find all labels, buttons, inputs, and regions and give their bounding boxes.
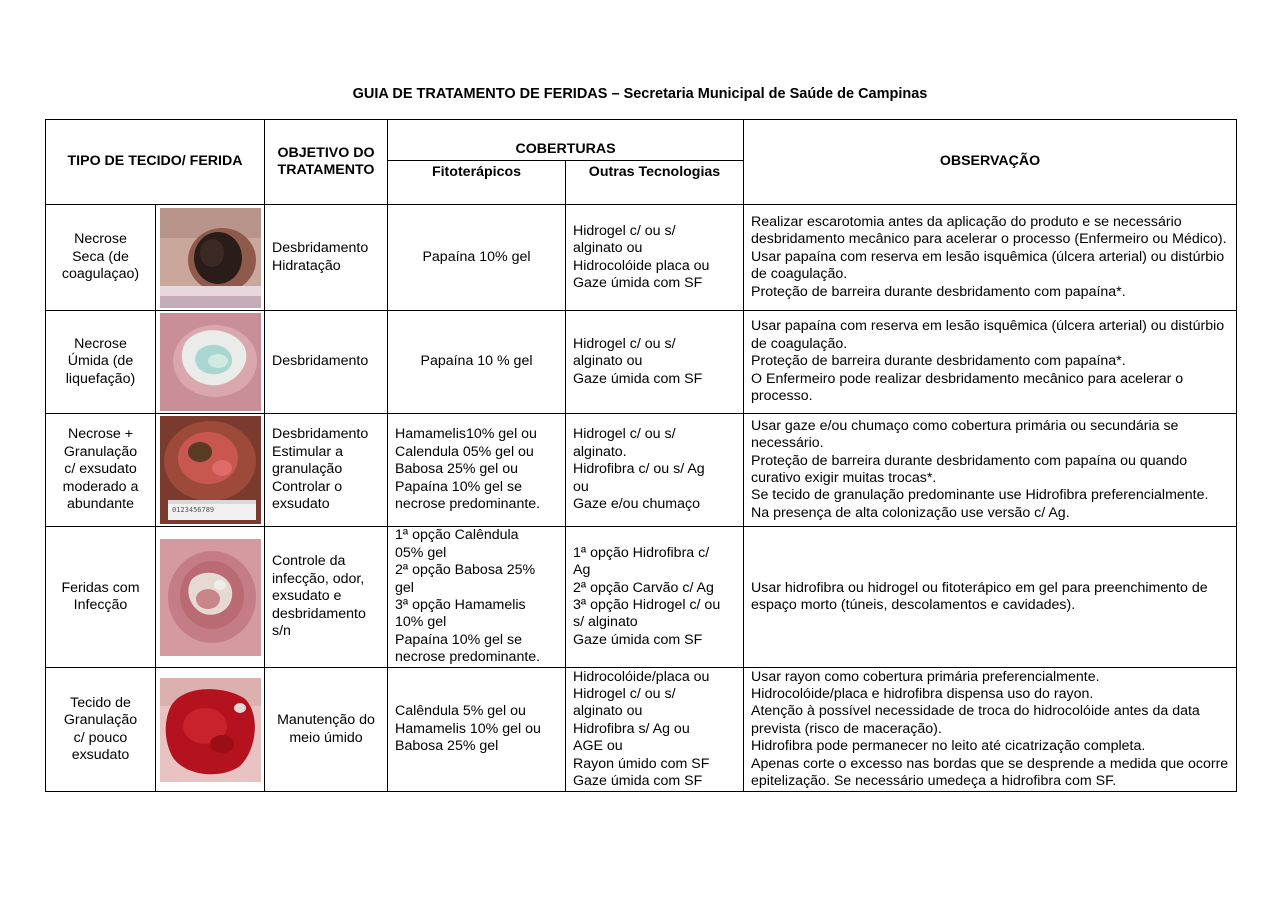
phytotherapic-cell: Hamamelis10% gel ou Calendula 05% gel ou Babosa 25% gel ou Papaína 10% gel se necrose predominante. <box>388 414 566 527</box>
tissue-image-cell <box>156 668 265 792</box>
header-observation: OBSERVAÇÃO <box>744 120 1237 205</box>
header-coverings: COBERTURAS <box>388 120 744 161</box>
other-technologies-cell: Hidrocolóide/placa ou Hidrogel c/ ou s/ alginato ou Hidrofibra s/ Ag ou AGE ou Rayon úmido com SF Gaze úmida com SF <box>566 668 744 792</box>
phytotherapic-cell: Papaína 10 % gel <box>388 311 566 414</box>
phytotherapic-cell: Calêndula 5% gel ou Hamamelis 10% gel ou Babosa 25% gel <box>388 668 566 792</box>
objective-cell: Desbridamento Hidratação <box>265 205 388 311</box>
objective-cell: Controle da infecção, odor, exsudato e desbridamento s/n <box>265 527 388 668</box>
wound-wet-necrosis-photo <box>160 313 261 411</box>
header-phytotherapics: Fitoterápicos <box>388 161 566 205</box>
wound-infection-photo <box>160 539 261 656</box>
header-objective: OBJETIVO DO TRATAMENTO <box>265 120 388 205</box>
svg-text:0123456789: 0123456789 <box>171 506 214 514</box>
tissue-type-cell: Necrose Úmida (de liquefação) <box>46 311 156 414</box>
tissue-type-cell: Necrose Seca (de coagulaçao) <box>46 205 156 311</box>
objective-cell: Manutenção do meio úmido <box>265 668 388 792</box>
other-technologies-cell: Hidrogel c/ ou s/ alginato ou Hidrocolóide placa ou Gaze úmida com SF <box>566 205 744 311</box>
wound-necrosis-granulation-photo <box>160 416 261 524</box>
document-title: GUIA DE TRATAMENTO DE FERIDAS – Secretaria Municipal de Saúde de Campinas <box>352 86 928 102</box>
observation-cell: Usar papaína com reserva em lesão isquêmica (úlcera arterial) ou distúrbio de coagulação. Proteção de barreira durante desbridamento com papaína*. O Enfermeiro pode realizar desbridamento mecânico para acelerar o processo. <box>744 311 1237 414</box>
observation-cell: Usar gaze e/ou chumaço como cobertura primária ou secundária se necessário. Proteção de barreira durante desbridamento com papaína ou quando curativo exigir muitas trocas*. Se tecido de granulação predominante use Hidrofibra preferencialmente. Na presença de alta colonização use versão c/ Ag. <box>744 414 1237 527</box>
phytotherapic-cell: Papaína 10% gel <box>388 205 566 311</box>
objective-cell: Desbridamento Estimular a granulação Controlar o exsudato <box>265 414 388 527</box>
observation-cell: Usar hidrofibra ou hidrogel ou fitoterápico em gel para preenchimento de espaço morto (túneis, descolamentos e cavidades). <box>744 527 1237 668</box>
table-row <box>46 668 1237 792</box>
observation-cell: Realizar escarotomia antes da aplicação do produto e se necessário desbridamento mecânico para acelerar o processo (Enfermeiro ou Médico). Usar papaína com reserva em lesão isquêmica (úlcera arterial) ou distúrbio de coagulação. Proteção de barreira durante desbridamento com papaína*. <box>744 205 1237 311</box>
tissue-type-cell: Tecido de Granulação c/ pouco exsudato <box>46 668 156 792</box>
tissue-image-cell <box>156 205 265 311</box>
wound-granulation-photo <box>160 678 261 782</box>
phytotherapic-cell: 1ª opção Calêndula 05% gel 2ª opção Babosa 25% gel 3ª opção Hamamelis 10% gel Papaína 10% gel se necrose predominante. <box>388 527 566 668</box>
objective-cell: Desbridamento <box>265 311 388 414</box>
wound-dry-necrosis-photo <box>160 208 261 308</box>
table-row <box>46 311 1237 414</box>
tissue-image-cell <box>156 414 265 527</box>
other-technologies-cell: 1ª opção Hidrofibra c/ Ag 2ª opção Carvão c/ Ag 3ª opção Hidrogel c/ ou s/ alginato Gaze úmida com SF <box>566 527 744 668</box>
other-technologies-cell: Hidrogel c/ ou s/ alginato. Hidrofibra c/ ou s/ Ag ou Gaze e/ou chumaço <box>566 414 744 527</box>
tissue-type-cell: Necrose + Granulação c/ exsudato moderado a abundante <box>46 414 156 527</box>
tissue-type-cell: Feridas com Infecção <box>46 527 156 668</box>
other-technologies-cell: Hidrogel c/ ou s/ alginato ou Gaze úmida com SF <box>566 311 744 414</box>
table-row <box>46 205 1237 311</box>
table-row <box>46 527 1237 668</box>
tissue-image-cell <box>156 527 265 668</box>
header-other-technologies: Outras Tecnologias <box>566 161 744 205</box>
table-row <box>46 414 1237 527</box>
treatment-guide-table <box>45 119 1237 792</box>
observation-cell: Usar rayon como cobertura primária preferencialmente. Hidrocolóide/placa e hidrofibra dispensa uso do rayon. Atenção à possível necessidade de troca do hidrocolóide antes da data prevista (risco de maceração). Hidrofibra pode permanecer no leito até cicatrização completa. Apenas corte o excesso nas bordas que se desprende a medida que ocorre epitelização. Se necessário umedeça a hidrofibra com SF. <box>744 668 1237 792</box>
tissue-image-cell <box>156 311 265 414</box>
header-tissue: TIPO DE TECIDO/ FERIDA <box>46 120 265 205</box>
